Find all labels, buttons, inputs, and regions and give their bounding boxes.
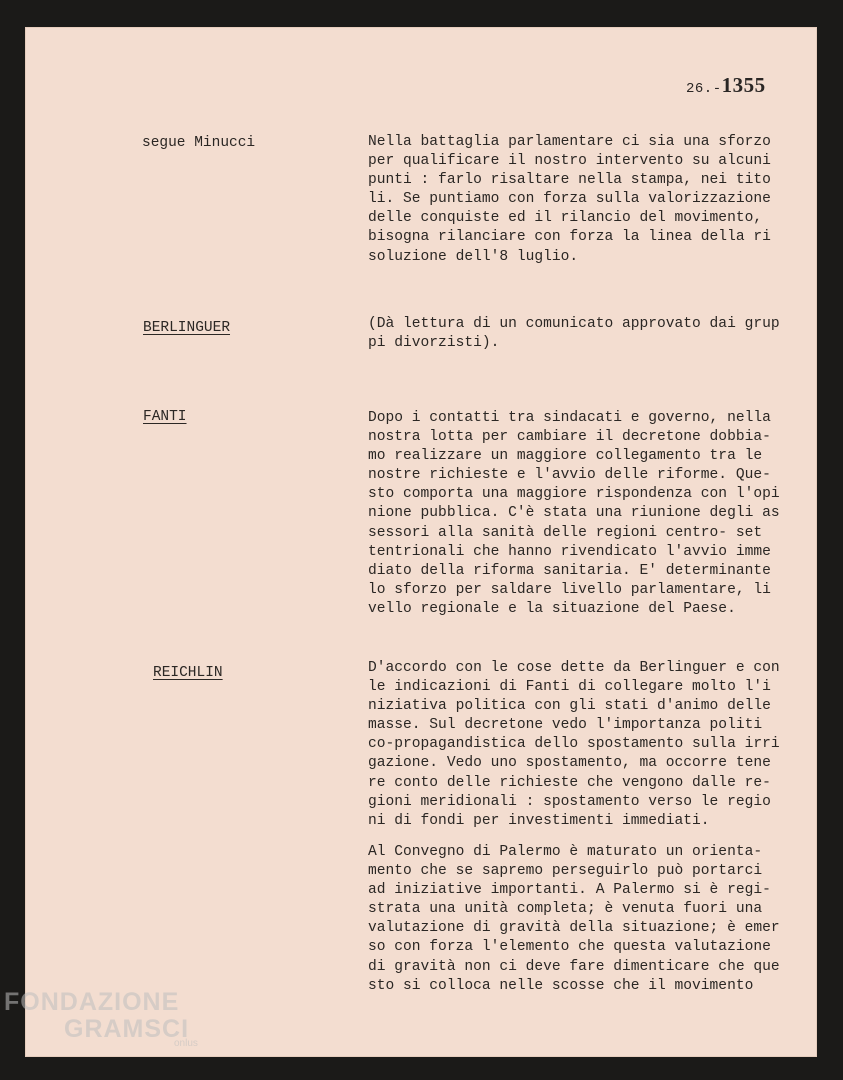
text-line: co-propagandistica dello spostamento sulla irri	[368, 736, 780, 753]
text-line: masse. Sul decretone vedo l'importanza politi	[368, 717, 763, 734]
speech-paragraph	[368, 843, 818, 996]
text-line: sessori alla sanità delle regioni centro- set	[368, 524, 763, 541]
page-number-prefix: 26.-	[686, 81, 722, 97]
text-line: le indicazioni di Fanti di collegare molto l'i	[368, 679, 771, 696]
page-number	[686, 73, 766, 98]
speaker-label: FANTI	[143, 409, 187, 425]
watermark-logo	[4, 988, 198, 1049]
text-line: pi divorzisti).	[368, 335, 500, 352]
page-number-value: 1355	[721, 73, 766, 97]
text-line: di gravità non ci deve fare dimenticare che que	[368, 958, 780, 975]
watermark-line: FONDAZIONE	[4, 988, 180, 1016]
text-line: valutazione di gravità della situazione; è emer	[368, 920, 780, 937]
text-line: re conto delle richieste che vengono dalle re-	[368, 774, 771, 791]
text-line: ni di fondi per investimenti immediati.	[368, 812, 710, 829]
speech-paragraph	[368, 409, 818, 619]
text-line: D'accordo con le cose dette da Berlinguer e con	[368, 660, 780, 676]
text-line: diato della riforma sanitaria. E' determinante	[368, 562, 771, 579]
watermark-line: GRAMSCI	[64, 1015, 190, 1043]
text-line: sto si colloca nelle scosse che il movimento	[368, 977, 754, 994]
text-line: so con forza l'elemento che questa valutazione	[368, 939, 771, 956]
text-line: nostra lotta per cambiare il decretone dobbia-	[368, 429, 771, 446]
text-line: Nella battaglia parlamentare ci sia una sforzo	[368, 134, 771, 150]
text-line: Al Convegno di Palermo è maturato un orienta-	[368, 844, 763, 860]
speech-paragraph	[368, 659, 818, 831]
text-line: soluzione dell'8 luglio.	[368, 248, 579, 265]
text-line: mo realizzare un maggiore collegamento tra le	[368, 448, 763, 465]
text-line: gioni meridionali : spostamento verso le regio	[368, 793, 771, 810]
text-line: tentrionali che hanno rivendicato l'avvio imme	[368, 543, 771, 560]
text-line: sto comporta una maggiore rispondenza con l'opi	[368, 486, 780, 503]
text-line: vello regionale e la situazione del Paese.	[368, 600, 736, 617]
speaker-label: REICHLIN	[153, 665, 223, 681]
text-line: lo sforzo per saldare livello parlamentare, li	[368, 581, 771, 598]
text-line: ad iniziative importanti. A Palermo si è regi-	[368, 882, 771, 899]
text-line: (Dà lettura di un comunicato approvato dai grup	[368, 316, 780, 332]
text-line: delle conquiste ed il rilancio del movimento,	[368, 210, 763, 227]
speech-paragraph	[368, 133, 818, 267]
text-line: nione pubblica. C'è stata una riunione degli as	[368, 505, 780, 522]
text-line: li. Se puntiamo con forza sulla valorizzazione	[368, 191, 771, 208]
text-line: bisogna rilanciare con forza la linea della ri	[368, 229, 771, 246]
text-line: gazione. Vedo uno spostamento, ma occorre tene	[368, 755, 771, 772]
text-line: strata una unità completa; è venuta fuori una	[368, 901, 763, 918]
speaker-label: BERLINGUER	[143, 320, 231, 336]
watermark-line: onlus	[174, 1038, 198, 1049]
text-line: mento che se sapremo perseguirlo può portarci	[368, 863, 763, 880]
text-line: per qualificare il nostro intervento su alcuni	[368, 153, 771, 170]
speech-paragraph	[368, 315, 818, 353]
text-line: punti : farlo risaltare nella stampa, nei tito	[368, 172, 771, 189]
text-line: Dopo i contatti tra sindacati e governo, nella	[368, 410, 771, 426]
text-line: niziativa politica con gli stati d'animo delle	[368, 698, 771, 715]
text-line: nostre richieste e l'avvio delle riforme. Que-	[368, 467, 771, 484]
speaker-label: segue Minucci	[142, 135, 256, 151]
